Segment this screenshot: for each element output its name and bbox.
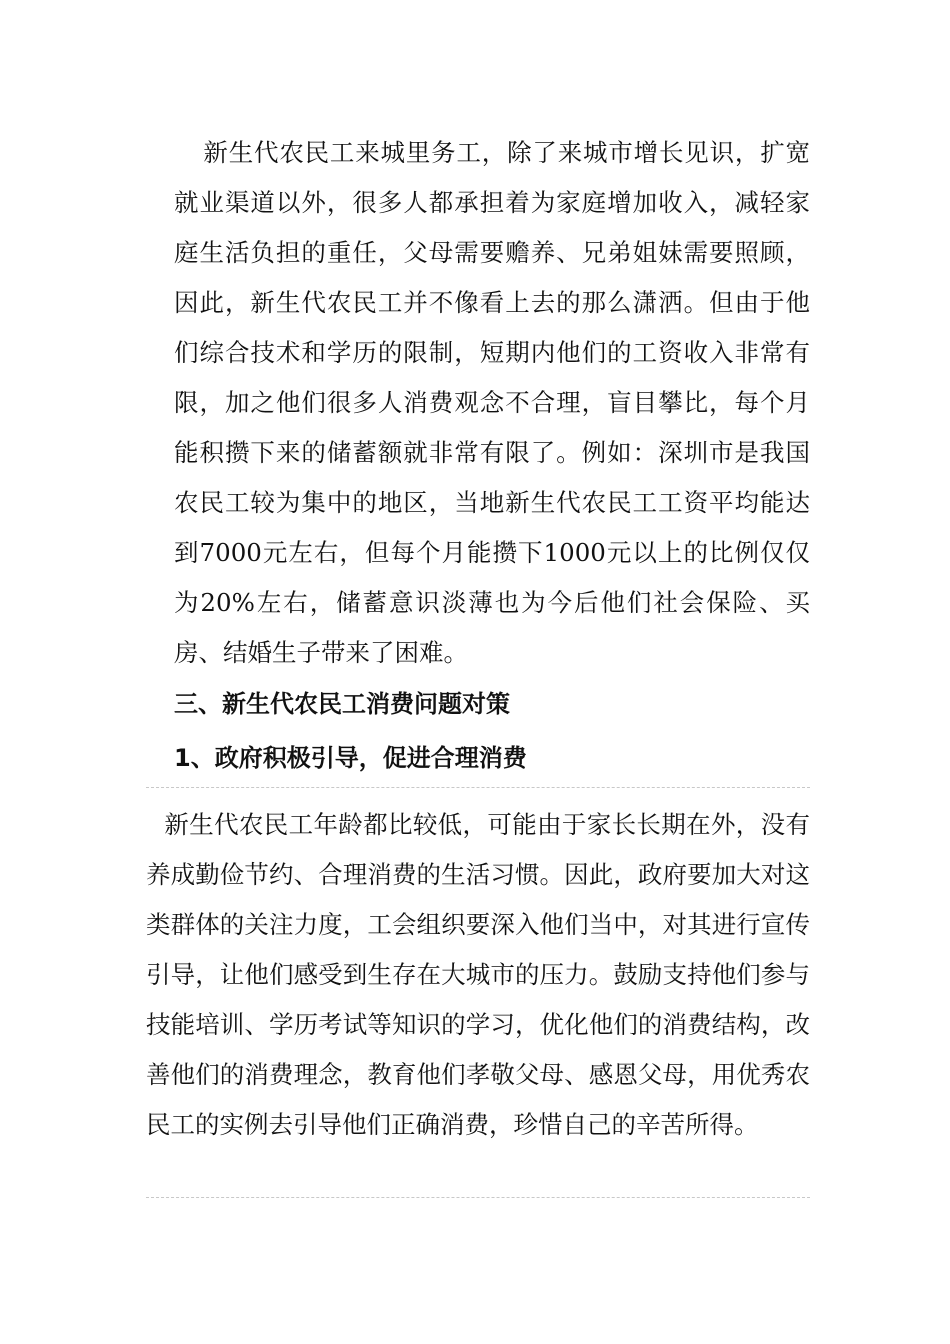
divider-dashed-top [146,787,810,788]
body-paragraph-1: 新生代农民工来城里务工，除了来城市增长见识，扩宽就业渠道以外，很多人都承担着为家庭增加收入，减轻家庭生活负担的重任，父母需要赡养、兄弟姐妹需要照顾，因此，新生代农民工并不像看上去的那么潇洒。但由于他们综合技术和学历的限制，短期内他们的工资收入非常有限，加之他们很多人消费观念不合理，盲目攀比，每个月能积攒下来的储蓄额就非常有限了。例如：深圳市是我国农民工较为集中的地区，当地新生代农民工工资平均能达到7000元左右，但每个月能攒下1000元以上的比例仅仅为20%左右，储蓄意识淡薄也为今后他们社会保险、买房、结婚生子带来了困难。 [174,138,810,667]
section-heading: 三、新生代农民工消费问题对策 [174,690,510,718]
subsection-heading: 1、政府积极引导，促进合理消费 [174,744,527,772]
body-paragraph-2: 新生代农民工年龄都比较低，可能由于家长长期在外，没有养成勤俭节约、合理消费的生活习惯。因此，政府要加大对这类群体的关注力度，工会组织要深入他们当中，对其进行宣传引导，让他们感受到生存在大城市的压力。鼓励支持他们参与技能培训、学历考试等知识的学习，优化他们的消费结构，改善他们的消费理念，教育他们孝敬父母、感恩父母，用优秀农民工的实例去引导他们正确消费，珍惜自己的辛苦所得。 [146,810,810,1139]
divider-dashed-bottom [146,1197,810,1198]
